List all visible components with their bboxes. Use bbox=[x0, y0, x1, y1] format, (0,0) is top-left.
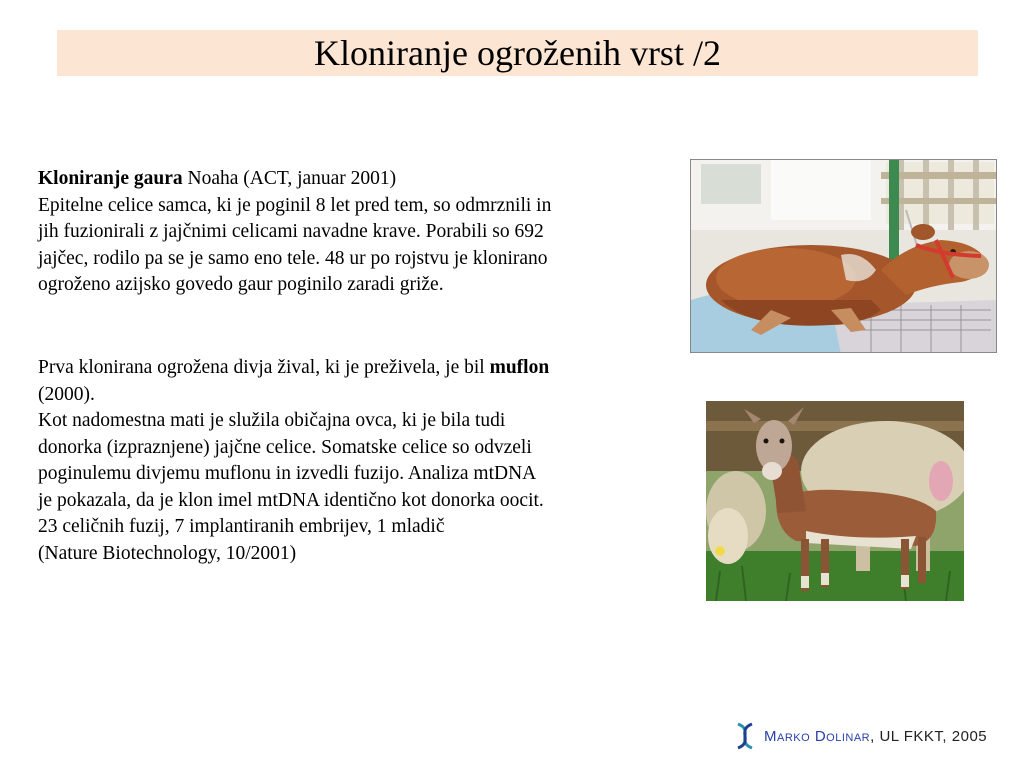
gaur-line: ogroženo azijsko govedo gaur poginilo zaradi griže. bbox=[38, 274, 444, 295]
mouflon-paragraph bbox=[38, 355, 648, 567]
mouflon-line: donorka (izpraznjene) jajčne celice. Somatske celice so odvzeli bbox=[38, 436, 532, 458]
mouflon-line: (Nature Biotechnology, 10/2001) bbox=[38, 542, 297, 564]
mouflon-intro-line bbox=[38, 355, 648, 382]
gaur-heading-bold: Kloniranje gaura bbox=[38, 168, 183, 189]
gaur-line: jih fuzionirali z jajčnimi celicami navadne krave. Porabili so 692 bbox=[38, 221, 544, 242]
dna-helix-icon bbox=[732, 722, 758, 750]
footer bbox=[732, 722, 987, 750]
mouflon-intro: Prva klonirana ogrožena divja žival, ki je preživela, je bil bbox=[38, 357, 490, 378]
slide-title: Kloniranje ogroženih vrst /2 bbox=[314, 33, 721, 73]
mouflon-line: je pokazala, da je klon imel mtDNA identično kot donorka oocit. bbox=[38, 489, 544, 511]
footer-author: Marko Dolinar bbox=[764, 727, 871, 745]
gaur-calf-photo bbox=[690, 159, 997, 353]
title-bar bbox=[57, 30, 978, 76]
mouflon-line: 23 celičnih fuzij, 7 implantiranih embrijev, 1 mladič bbox=[38, 516, 445, 537]
mouflon-line: Kot nadomestna mati je služila običajna ovca, ki je bila tudi bbox=[38, 410, 506, 431]
mouflon-illustration bbox=[706, 401, 964, 601]
gaur-heading-rest: Noaha (ACT, januar 2001) bbox=[182, 168, 397, 189]
gaur-line: jajčec, rodilo pa se je samo eno tele. 48 ur po rojstvu je klonirano bbox=[38, 247, 548, 269]
mouflon-line: (2000). bbox=[38, 383, 95, 405]
gaur-line: Epitelne celice samca, ki je poginil 8 let pred tem, so odmrznili in bbox=[38, 194, 552, 216]
gaur-paragraph bbox=[38, 166, 648, 299]
gaur-calf-illustration bbox=[691, 160, 997, 353]
gaur-heading-line bbox=[38, 166, 648, 193]
mouflon-photo bbox=[706, 401, 964, 601]
footer-org: , UL FKKT, 2005 bbox=[870, 727, 988, 745]
mouflon-intro-bold: muflon bbox=[489, 357, 550, 378]
mouflon-line: poginulemu divjemu muflonu in izvedli fuzijo. Analiza mtDNA bbox=[38, 463, 537, 484]
